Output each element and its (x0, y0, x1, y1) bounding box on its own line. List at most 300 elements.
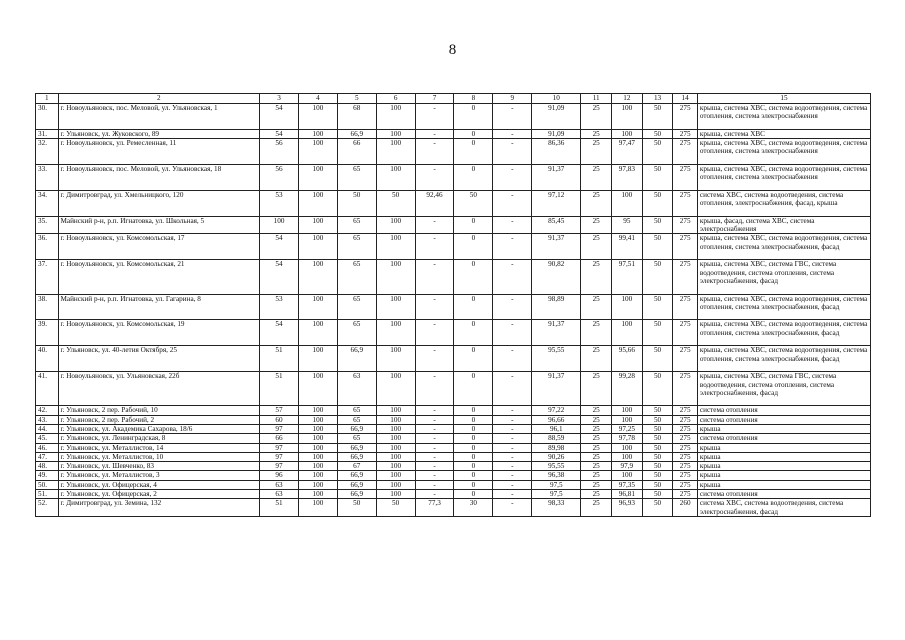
value-cell: 275 (673, 294, 698, 320)
value-cell: 97,78 (612, 434, 643, 443)
value-cell: 96,38 (532, 471, 581, 480)
row-number: 30. (36, 104, 59, 130)
value-cell: 97 (260, 443, 299, 452)
table-row (36, 443, 871, 452)
row-number: 39. (36, 320, 59, 346)
value-cell: 68 (337, 104, 376, 130)
value-cell: - (415, 104, 454, 130)
value-cell: 50 (642, 216, 673, 234)
value-cell: 100 (376, 415, 415, 424)
works-cell: система ХВС, система водоотведения, система электроснабжения, фасад (697, 499, 870, 517)
table-row (36, 480, 871, 489)
value-cell: 100 (298, 480, 337, 489)
table-row (36, 234, 871, 260)
address-cell: г. Ульяновск, 2 пер. Рабочий, 2 (58, 415, 260, 424)
value-cell: 63 (260, 490, 299, 499)
value-cell: 275 (673, 372, 698, 406)
value-cell: 66,9 (337, 471, 376, 480)
value-cell: 50 (642, 406, 673, 415)
row-number: 41. (36, 372, 59, 406)
value-cell: 0 (454, 165, 493, 191)
value-cell: 0 (454, 490, 493, 499)
value-cell: 100 (612, 294, 643, 320)
row-number: 48. (36, 462, 59, 471)
value-cell: 50 (337, 190, 376, 216)
value-cell: 50 (642, 129, 673, 138)
value-cell: 67 (337, 462, 376, 471)
value-cell: 97,51 (612, 260, 643, 294)
value-cell: 100 (612, 190, 643, 216)
value-cell: 97,5 (532, 480, 581, 489)
table-row (36, 415, 871, 424)
value-cell: 0 (454, 294, 493, 320)
value-cell: - (493, 490, 532, 499)
works-cell: крыша (697, 462, 870, 471)
value-cell: 0 (454, 434, 493, 443)
value-cell: - (415, 129, 454, 138)
value-cell: 54 (260, 234, 299, 260)
works-cell: крыша (697, 424, 870, 433)
value-cell: 100 (376, 216, 415, 234)
value-cell: - (415, 234, 454, 260)
value-cell: 100 (612, 104, 643, 130)
value-cell: - (493, 406, 532, 415)
value-cell: 0 (454, 462, 493, 471)
value-cell: 100 (376, 480, 415, 489)
value-cell: 275 (673, 139, 698, 165)
value-cell: 25 (581, 499, 612, 517)
value-cell: 77,3 (415, 499, 454, 517)
column-header: 9 (493, 94, 532, 104)
value-cell: 95,55 (532, 462, 581, 471)
value-cell: - (493, 165, 532, 191)
value-cell: - (415, 490, 454, 499)
table-row (36, 320, 871, 346)
value-cell: 100 (612, 320, 643, 346)
works-cell: система отопления (697, 490, 870, 499)
value-cell: 25 (581, 462, 612, 471)
value-cell: 100 (298, 471, 337, 480)
row-number: 43. (36, 415, 59, 424)
address-cell: г. Ульяновск, ул. 40-летия Октября, 25 (58, 346, 260, 372)
table-row (36, 139, 871, 165)
value-cell: 275 (673, 490, 698, 499)
value-cell: 50 (642, 462, 673, 471)
value-cell: 100 (260, 216, 299, 234)
value-cell: 50 (642, 490, 673, 499)
value-cell: - (415, 346, 454, 372)
value-cell: - (493, 346, 532, 372)
value-cell: 91,37 (532, 320, 581, 346)
value-cell: - (415, 471, 454, 480)
value-cell: 50 (642, 372, 673, 406)
address-cell: г. Новоульяновск, ул. Комсомольская, 19 (58, 320, 260, 346)
row-number: 42. (36, 406, 59, 415)
value-cell: 100 (376, 452, 415, 461)
value-cell: 97,47 (612, 139, 643, 165)
value-cell: 100 (612, 415, 643, 424)
value-cell: 100 (612, 471, 643, 480)
table-row (36, 346, 871, 372)
value-cell: 25 (581, 490, 612, 499)
address-cell: г. Ульяновск, ул. Офицерская, 2 (58, 490, 260, 499)
works-cell: крыша, система ХВС, система водоотведения, система отопления, система электроснабжения, фасад (697, 294, 870, 320)
value-cell: - (415, 480, 454, 489)
value-cell: 100 (298, 190, 337, 216)
value-cell: 100 (376, 165, 415, 191)
column-header: 7 (415, 94, 454, 104)
value-cell: - (415, 260, 454, 294)
value-cell: 97,25 (612, 424, 643, 433)
value-cell: 25 (581, 190, 612, 216)
address-cell: Майнский р-н, р.п. Игнатовка, ул. Школьная, 5 (58, 216, 260, 234)
value-cell: 65 (337, 234, 376, 260)
value-cell: 100 (376, 104, 415, 130)
value-cell: 260 (673, 499, 698, 517)
value-cell: 100 (298, 434, 337, 443)
value-cell: 25 (581, 320, 612, 346)
value-cell: 275 (673, 452, 698, 461)
value-cell: 54 (260, 260, 299, 294)
value-cell: 0 (454, 415, 493, 424)
value-cell: - (415, 424, 454, 433)
value-cell: 66 (337, 139, 376, 165)
works-cell: крыша (697, 480, 870, 489)
column-header: 11 (581, 94, 612, 104)
value-cell: 50 (642, 415, 673, 424)
value-cell: 100 (376, 234, 415, 260)
table-row (36, 434, 871, 443)
table-row (36, 490, 871, 499)
value-cell: 100 (298, 104, 337, 130)
value-cell: 66,9 (337, 346, 376, 372)
value-cell: 60 (260, 415, 299, 424)
value-cell: 0 (454, 471, 493, 480)
value-cell: 25 (581, 104, 612, 130)
value-cell: 0 (454, 260, 493, 294)
address-cell: г. Новоульяновск, пос. Меловой, ул. Ульяновская, 1 (58, 104, 260, 130)
value-cell: 100 (376, 129, 415, 138)
value-cell: 50 (337, 499, 376, 517)
row-number: 38. (36, 294, 59, 320)
row-number: 34. (36, 190, 59, 216)
value-cell: 100 (376, 372, 415, 406)
value-cell: - (493, 129, 532, 138)
row-number: 45. (36, 434, 59, 443)
address-cell: г. Новоульяновск, пос. Меловой, ул. Ульяновская, 18 (58, 165, 260, 191)
value-cell: 65 (337, 406, 376, 415)
value-cell: - (415, 139, 454, 165)
table-row (36, 424, 871, 433)
value-cell: 50 (642, 104, 673, 130)
value-cell: 65 (337, 216, 376, 234)
value-cell: 100 (298, 320, 337, 346)
value-cell: 50 (642, 190, 673, 216)
value-cell: 50 (376, 499, 415, 517)
row-number: 31. (36, 129, 59, 138)
value-cell: - (415, 415, 454, 424)
value-cell: 97 (260, 452, 299, 461)
value-cell: 100 (376, 443, 415, 452)
address-cell: г. Ульяновск, ул. Академика Сахарова, 18/6 (58, 424, 260, 433)
value-cell: 53 (260, 294, 299, 320)
value-cell: 65 (337, 434, 376, 443)
value-cell: 65 (337, 320, 376, 346)
value-cell: 100 (298, 462, 337, 471)
value-cell: 275 (673, 443, 698, 452)
value-cell: 25 (581, 372, 612, 406)
value-cell: 275 (673, 320, 698, 346)
value-cell: 275 (673, 462, 698, 471)
value-cell: 66,9 (337, 424, 376, 433)
value-cell: - (415, 406, 454, 415)
value-cell: 66,9 (337, 129, 376, 138)
value-cell: 100 (376, 294, 415, 320)
table-row (36, 372, 871, 406)
value-cell: - (493, 415, 532, 424)
value-cell: 85,45 (532, 216, 581, 234)
address-cell: г. Ульяновск, ул. Офицерская, 4 (58, 480, 260, 489)
value-cell: 25 (581, 471, 612, 480)
column-header: 13 (642, 94, 673, 104)
value-cell: 54 (260, 320, 299, 346)
value-cell: - (493, 190, 532, 216)
value-cell: 65 (337, 415, 376, 424)
value-cell: 100 (298, 452, 337, 461)
value-cell: - (493, 424, 532, 433)
row-number: 46. (36, 443, 59, 452)
value-cell: 100 (612, 443, 643, 452)
works-cell: крыша, система ХВС, система водоотведения, система отопления, система электроснабжения (697, 139, 870, 165)
value-cell: - (493, 480, 532, 489)
value-cell: 66 (260, 434, 299, 443)
address-cell: г. Новоульяновск, ул. Комсомольская, 17 (58, 234, 260, 260)
value-cell: 86,36 (532, 139, 581, 165)
value-cell: 275 (673, 480, 698, 489)
value-cell: 98,89 (532, 294, 581, 320)
value-cell: 100 (376, 424, 415, 433)
works-cell: крыша, система ХВС, система водоотведения, система отопления, система электроснабжения (697, 165, 870, 191)
value-cell: 66,9 (337, 480, 376, 489)
address-cell: г. Новоульяновск, ул. Ремесленная, 11 (58, 139, 260, 165)
value-cell: - (415, 443, 454, 452)
value-cell: 100 (376, 346, 415, 372)
table-row (36, 165, 871, 191)
value-cell: 275 (673, 415, 698, 424)
value-cell: 100 (298, 424, 337, 433)
value-cell: 0 (454, 216, 493, 234)
value-cell: 100 (298, 216, 337, 234)
value-cell: 275 (673, 471, 698, 480)
value-cell: 50 (642, 424, 673, 433)
value-cell: 275 (673, 424, 698, 433)
value-cell: 25 (581, 294, 612, 320)
value-cell: 95,66 (612, 346, 643, 372)
column-header: 5 (337, 94, 376, 104)
value-cell: 275 (673, 406, 698, 415)
value-cell: 100 (298, 294, 337, 320)
value-cell: 65 (337, 165, 376, 191)
works-cell: крыша, система ХВС, система ГВС, система водоотведения, система отопления, система электроснабжения, фасад (697, 372, 870, 406)
value-cell: 0 (454, 320, 493, 346)
value-cell: 97,35 (612, 480, 643, 489)
value-cell: 99,28 (612, 372, 643, 406)
value-cell: 25 (581, 434, 612, 443)
value-cell: 100 (298, 346, 337, 372)
column-header: 10 (532, 94, 581, 104)
value-cell: 91,37 (532, 165, 581, 191)
value-cell: 96 (260, 471, 299, 480)
address-cell: г. Новоульяновск, ул. Комсомольская, 21 (58, 260, 260, 294)
value-cell: 25 (581, 139, 612, 165)
value-cell: - (415, 452, 454, 461)
address-cell: г. Ульяновск, ул. Металлистов, 10 (58, 452, 260, 461)
column-header: 6 (376, 94, 415, 104)
value-cell: 56 (260, 139, 299, 165)
value-cell: 66,9 (337, 490, 376, 499)
column-header: 1 (36, 94, 59, 104)
value-cell: 91,09 (532, 129, 581, 138)
value-cell: - (493, 462, 532, 471)
row-number: 50. (36, 480, 59, 489)
column-header: 4 (298, 94, 337, 104)
value-cell: 100 (298, 165, 337, 191)
value-cell: 0 (454, 372, 493, 406)
table-row (36, 104, 871, 130)
value-cell: 100 (298, 234, 337, 260)
value-cell: 275 (673, 129, 698, 138)
value-cell: 100 (612, 129, 643, 138)
value-cell: 100 (376, 471, 415, 480)
value-cell: 0 (454, 129, 493, 138)
value-cell: 50 (376, 190, 415, 216)
value-cell: 0 (454, 452, 493, 461)
value-cell: - (415, 462, 454, 471)
value-cell: 97 (260, 462, 299, 471)
table-row (36, 129, 871, 138)
value-cell: 100 (298, 260, 337, 294)
value-cell: 89,98 (532, 443, 581, 452)
table-row (36, 406, 871, 415)
value-cell: 63 (260, 480, 299, 489)
row-number: 47. (36, 452, 59, 461)
value-cell: - (493, 434, 532, 443)
works-cell: система отопления (697, 434, 870, 443)
value-cell: 50 (642, 320, 673, 346)
value-cell: 95,55 (532, 346, 581, 372)
value-cell: 275 (673, 234, 698, 260)
value-cell: 100 (612, 452, 643, 461)
value-cell: - (415, 320, 454, 346)
value-cell: 99,41 (612, 234, 643, 260)
value-cell: 50 (642, 165, 673, 191)
value-cell: - (493, 104, 532, 130)
row-number: 36. (36, 234, 59, 260)
value-cell: 51 (260, 499, 299, 517)
value-cell: 100 (298, 443, 337, 452)
page-number: 8 (448, 42, 457, 58)
address-cell: г. Ульяновск, ул. Металлистов, 14 (58, 443, 260, 452)
works-cell: крыша, система ХВС, система водоотведения, система отопления, система электроснабжения (697, 104, 870, 130)
address-cell: г. Ульяновск, ул. Жуковского, 89 (58, 129, 260, 138)
value-cell: 97 (260, 424, 299, 433)
value-cell: 100 (298, 129, 337, 138)
table-row (36, 471, 871, 480)
value-cell: 50 (642, 234, 673, 260)
works-cell: система отопления (697, 406, 870, 415)
value-cell: 66,9 (337, 443, 376, 452)
row-number: 52. (36, 499, 59, 517)
works-cell: крыша (697, 452, 870, 461)
value-cell: 57 (260, 406, 299, 415)
value-cell: 100 (376, 260, 415, 294)
works-cell: система ХВС, система водоотведения, система отопления, электроснабжения, фасад, крыша (697, 190, 870, 216)
value-cell: 275 (673, 434, 698, 443)
value-cell: 0 (454, 346, 493, 372)
value-cell: - (415, 165, 454, 191)
column-header: 3 (260, 94, 299, 104)
value-cell: 96,93 (612, 499, 643, 517)
value-cell: 25 (581, 480, 612, 489)
value-cell: 50 (642, 346, 673, 372)
value-cell: - (493, 294, 532, 320)
value-cell: 50 (642, 294, 673, 320)
column-header: 2 (58, 94, 260, 104)
value-cell: 97,83 (612, 165, 643, 191)
table-row (36, 190, 871, 216)
value-cell: 100 (376, 139, 415, 165)
works-cell: крыша, система ХВС, система водоотведения, система отопления, система электроснабжения, фасад (697, 320, 870, 346)
value-cell: 25 (581, 346, 612, 372)
value-cell: 25 (581, 415, 612, 424)
table-row (36, 260, 871, 294)
value-cell: 97,22 (532, 406, 581, 415)
value-cell: 25 (581, 216, 612, 234)
works-cell: крыша, система ХВС, система водоотведения, система отопления, система электроснабжения, фасад (697, 346, 870, 372)
value-cell: 275 (673, 216, 698, 234)
value-cell: 50 (642, 443, 673, 452)
row-number: 51. (36, 490, 59, 499)
works-cell: крыша, фасад, система ХВС, система электроснабжения (697, 216, 870, 234)
value-cell: 54 (260, 129, 299, 138)
value-cell: 50 (642, 139, 673, 165)
value-cell: 100 (298, 499, 337, 517)
value-cell: 275 (673, 104, 698, 130)
value-cell: 100 (298, 372, 337, 406)
value-cell: - (493, 216, 532, 234)
value-cell: 100 (298, 139, 337, 165)
value-cell: 25 (581, 424, 612, 433)
value-cell: 96,81 (612, 490, 643, 499)
works-cell: крыша, система ХВС (697, 129, 870, 138)
row-number: 33. (36, 165, 59, 191)
value-cell: 66,9 (337, 452, 376, 461)
value-cell: 51 (260, 346, 299, 372)
table-row (36, 499, 871, 517)
value-cell: 0 (454, 104, 493, 130)
value-cell: 96,66 (532, 415, 581, 424)
address-cell: г. Ульяновск, ул. Ленинградская, 8 (58, 434, 260, 443)
value-cell: - (415, 294, 454, 320)
table-row (36, 452, 871, 461)
value-cell: 25 (581, 406, 612, 415)
value-cell: 50 (642, 452, 673, 461)
value-cell: 275 (673, 165, 698, 191)
column-header: 8 (454, 94, 493, 104)
value-cell: 50 (454, 190, 493, 216)
value-cell: 100 (612, 406, 643, 415)
column-header: 14 (673, 94, 698, 104)
